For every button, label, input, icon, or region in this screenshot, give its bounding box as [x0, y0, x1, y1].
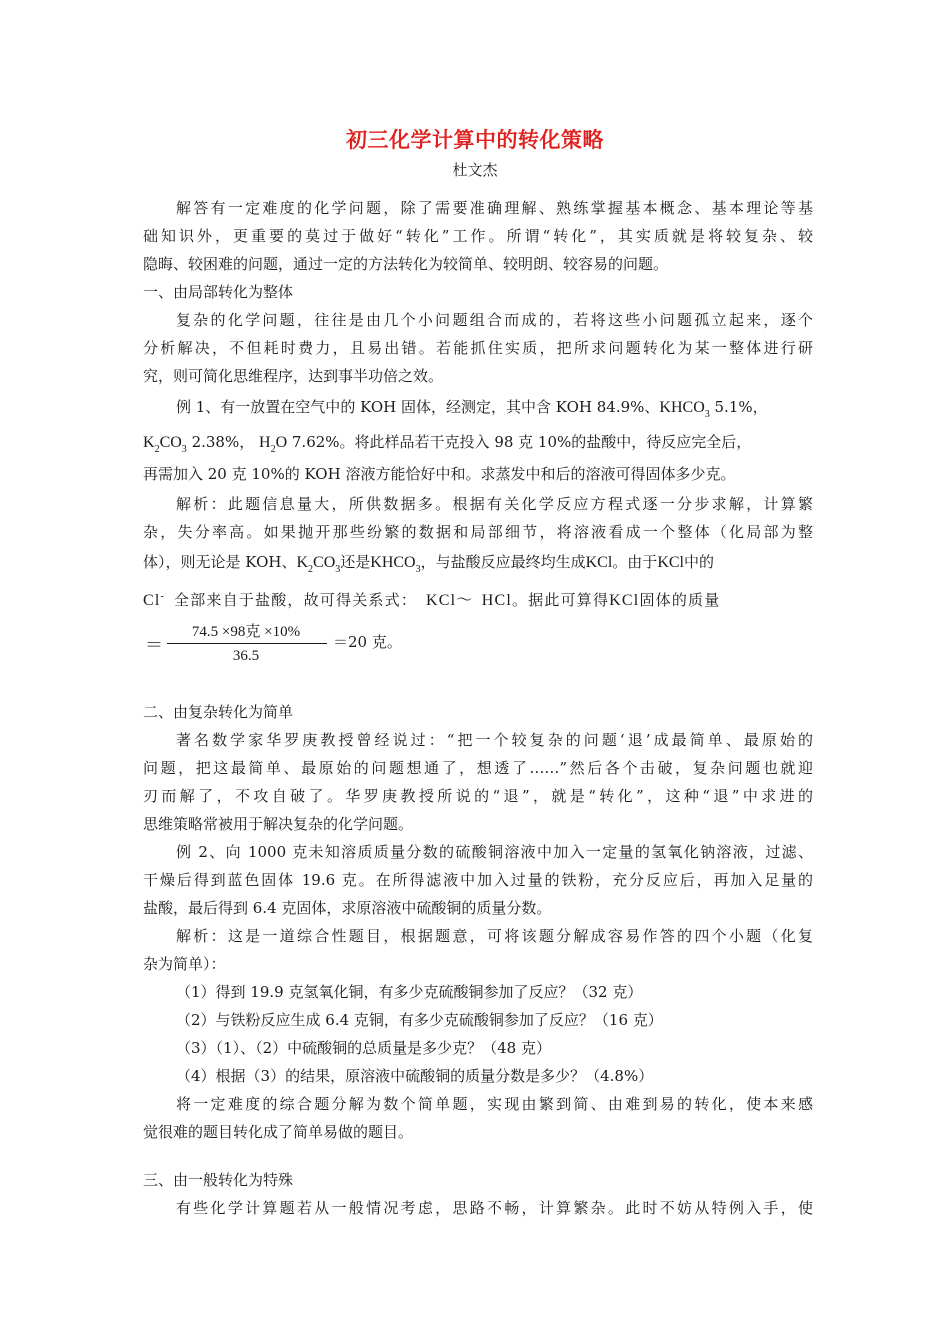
paragraph-line: 有些化学计算题若从一般情况考虑，思路不畅，计算繁杂。此时不妨从特例入手，使 — [176, 1199, 813, 1217]
fraction-denominator: 36.5 — [232, 648, 260, 664]
paragraph-line: 分析解决，不但耗时费力，且易出错。若能抓住实质，把所求问题转化为某一整体进行研 — [143, 339, 813, 357]
formula-kcl: KCl — [609, 592, 640, 609]
example-text: 例 1、有一放置在空气中的 KOH 固体，经测定，其中含 KOH 84.9%、 — [176, 398, 660, 416]
formula-k2co3: $K_2CO_3$ — [296, 554, 341, 575]
formula-k2co3: $K_2CO_3$ — [143, 434, 187, 455]
analysis-line: 杂，失分率高。如果抛开那些纷繁的数据和局部细节，将溶液看成一个整体（化局部为整 — [143, 523, 813, 541]
fraction-numerator: 74.5 ×98克 ×10% — [191, 624, 301, 640]
example-text: 7.62%。将此样品若干克投入 98 克 10%的盐酸中，待反应完全后， — [287, 433, 752, 451]
paragraph-line: 问题，把这最简单、最原始的问题想通了，想透了……”然后各个击破，复杂问题也就迎 — [143, 759, 813, 777]
author-name: 杜文杰 — [452, 161, 498, 179]
formula-h2o: $H_2O$ — [259, 434, 288, 455]
equals-sign: ＝ — [145, 635, 163, 656]
sub-question: （1）得到 19.9 克氢氧化铜，有多少克硫酸铜参加了反应？（32 克） — [176, 983, 643, 1001]
paragraph-line: 复杂的化学问题，往往是由几个小问题组合而成的，若将这些小问题孤立起来，逐个 — [176, 311, 813, 329]
example-text: 5.1%， — [709, 398, 768, 416]
sub-question: （3）（1）、（2）中硫酸铜的总质量是多少克？（48 克） — [176, 1039, 551, 1057]
relation-formula: KCl～ HCl — [426, 592, 512, 609]
paragraph-line: 思维策略常被用于解决复杂的化学问题。 — [143, 815, 414, 833]
section-heading-3: 三、由一般转化为特殊 — [143, 1171, 294, 1189]
analysis-text: 中的 — [683, 553, 714, 571]
formula-kcl: KCl — [657, 554, 684, 571]
analysis-text: 。据此可算得 — [511, 591, 610, 609]
example-2-line: 干燥后得到蓝色固体 19.6 克。在所得滤液中加入过量的铁粉，充分反应后，再加入足量的 — [143, 871, 813, 889]
sub-question: （4）根据（3）的结果，原溶液中硫酸铜的质量分数是多少？（4.8%） — [176, 1067, 654, 1085]
analysis-text: 还是 — [340, 553, 371, 571]
example-1-line: 再需加入 20 克 10%的 KOH 溶液方能恰好中和。求蒸发中和后的溶液可得固体多少克。 — [143, 465, 736, 483]
example-text: 2.38%， — [186, 433, 255, 451]
formula-cl-ion: Cl- — [143, 591, 166, 609]
example-1-line — [143, 432, 813, 455]
section-heading-1: 一、由局部转化为整体 — [143, 283, 294, 301]
document-title: 初三化学计算中的转化策略 — [346, 128, 604, 152]
fraction-bar — [167, 643, 327, 644]
sub-question: （2）与铁粉反应生成 6.4 克铜，有多少克硫酸铜参加了反应？（16 克） — [176, 1011, 663, 1029]
intro-line: 解答有一定难度的化学问题，除了需要准确理解、熟练掌握基本概念、基本理论等基 — [176, 199, 813, 217]
analysis-line: 解析：这是一道综合性题目，根据题意，可将该题分解成容易作答的四个小题（化复 — [176, 927, 813, 945]
analysis-text: 。由于 — [612, 553, 658, 571]
formula-kcl: KCl — [585, 554, 613, 571]
paragraph-line: 将一定难度的综合题分解为数个简单题，实现由繁到简、由难到易的转化，使本来感 — [176, 1095, 813, 1113]
paragraph-line: 觉很难的题目转化成了简单易做的题目。 — [143, 1123, 414, 1141]
formula-khco3: $KHCO_3$ — [659, 399, 710, 420]
analysis-line — [143, 552, 813, 575]
calculation-fraction — [143, 620, 443, 668]
analysis-text: 全部来自于盐酸，故可得关系式： — [165, 591, 418, 609]
example-1-line — [176, 397, 813, 420]
analysis-line — [143, 590, 813, 613]
example-2-line: 例 2、向 1000 克未知溶质质量分数的硫酸铜溶液中加入一定量的氢氧化钠溶液，过滤、 — [176, 843, 813, 861]
analysis-line: 解析：此题信息量大，所供数据多。根据有关化学反应方程式逐一分步求解，计算繁 — [176, 495, 813, 513]
paragraph-line: 刃而解了，不攻自破了。华罗庚教授所说的“退”，就是“转化”，这种“退”中求进的 — [143, 787, 813, 805]
intro-line: 础知识外，更重要的莫过于做好“转化”工作。所谓“转化”，其实质就是将较复杂、较 — [143, 227, 813, 245]
formula-khco3: $KHCO_3$ — [370, 554, 421, 575]
analysis-line: 杂为简单）： — [143, 955, 226, 973]
example-2-line: 盐酸，最后得到 6.4 克固体，求原溶液中硫酸铜的质量分数。 — [143, 899, 552, 917]
paragraph-line: 著名数学家华罗庚教授曾经说过：“把一个较复杂的问题‘退’成最简单、最原始的 — [176, 731, 813, 749]
analysis-text: 固体的质量 — [639, 591, 721, 609]
section-heading-2: 二、由复杂转化为简单 — [143, 703, 294, 721]
analysis-text: ，与盐酸反应最终均生成 — [420, 553, 586, 571]
analysis-text: 体），则无论是 KOH、 — [143, 553, 297, 571]
intro-line: 隐晦、较困难的问题，通过一定的方法转化为较简单、较明朗、较容易的问题。 — [143, 255, 669, 273]
paragraph-line: 究，则可简化思维程序，达到事半功倍之效。 — [143, 367, 444, 385]
fraction-result: ＝20 克。 — [333, 633, 402, 651]
